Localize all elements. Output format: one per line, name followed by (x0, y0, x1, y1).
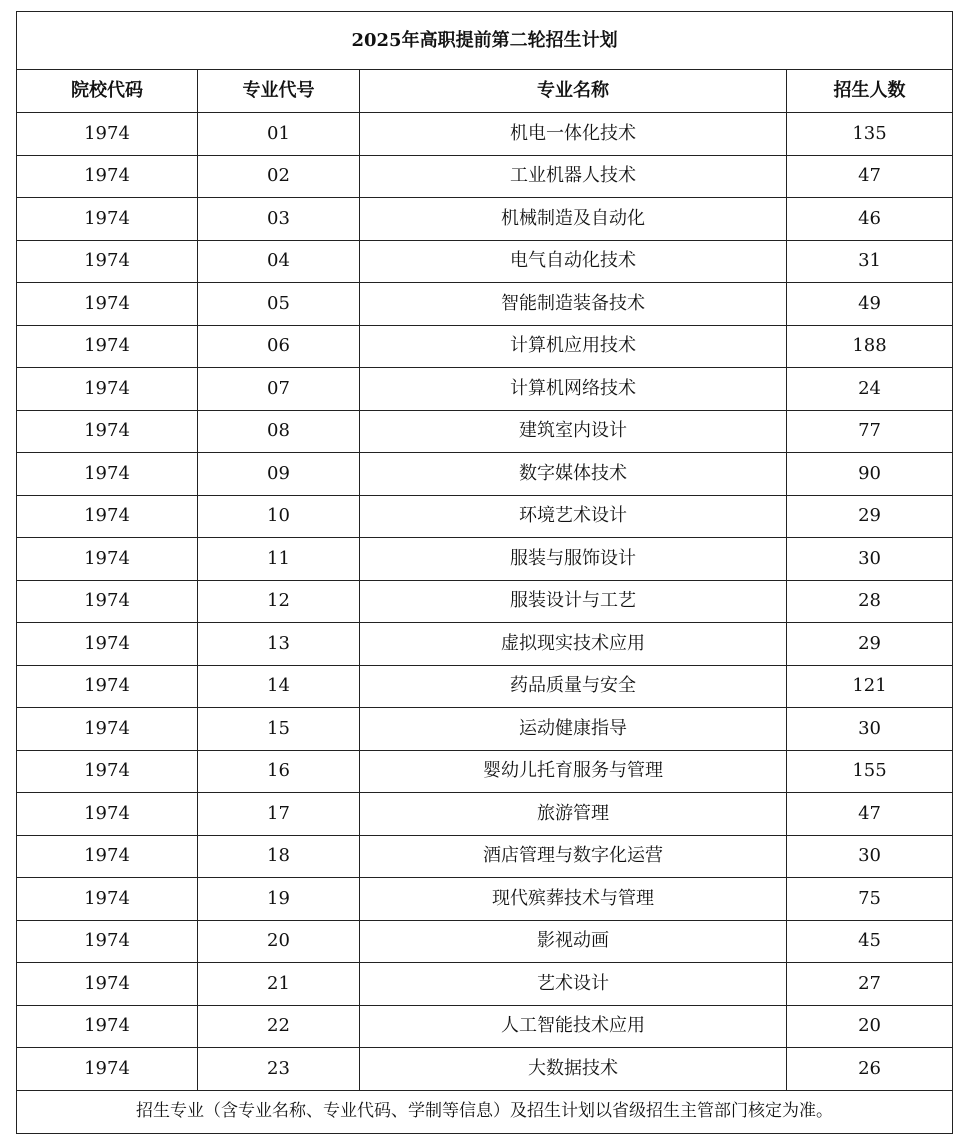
cell-major-name: 影视动画 (360, 920, 787, 963)
cell-enrollment-count: 90 (787, 453, 953, 496)
cell-major-name: 计算机网络技术 (360, 368, 787, 411)
cell-major-name: 服装与服饰设计 (360, 538, 787, 581)
cell-school-code: 1974 (17, 750, 198, 793)
cell-major-code: 08 (198, 410, 360, 453)
cell-school-code: 1974 (17, 113, 198, 156)
cell-major-name: 环境艺术设计 (360, 495, 787, 538)
cell-major-name: 运动健康指导 (360, 708, 787, 751)
table-row (17, 495, 953, 538)
header-row (17, 70, 953, 113)
cell-school-code: 1974 (17, 538, 198, 581)
cell-enrollment-count: 20 (787, 1005, 953, 1048)
cell-major-code: 13 (198, 623, 360, 666)
cell-school-code: 1974 (17, 1048, 198, 1091)
cell-school-code: 1974 (17, 155, 198, 198)
cell-major-name: 药品质量与安全 (360, 665, 787, 708)
cell-enrollment-count: 24 (787, 368, 953, 411)
cell-enrollment-count: 31 (787, 240, 953, 283)
cell-major-code: 05 (198, 283, 360, 326)
cell-major-name: 机电一体化技术 (360, 113, 787, 156)
cell-major-name: 大数据技术 (360, 1048, 787, 1091)
table-row (17, 750, 953, 793)
cell-school-code: 1974 (17, 623, 198, 666)
table-row (17, 325, 953, 368)
table-row (17, 835, 953, 878)
cell-major-code: 07 (198, 368, 360, 411)
cell-school-code: 1974 (17, 963, 198, 1006)
cell-major-code: 21 (198, 963, 360, 1006)
cell-enrollment-count: 29 (787, 495, 953, 538)
cell-major-code: 16 (198, 750, 360, 793)
cell-major-code: 01 (198, 113, 360, 156)
column-header-school-code: 院校代码 (17, 70, 198, 113)
cell-major-name: 婴幼儿托育服务与管理 (360, 750, 787, 793)
table-row (17, 1048, 953, 1091)
cell-major-code: 18 (198, 835, 360, 878)
table-row (17, 1005, 953, 1048)
table-row (17, 665, 953, 708)
cell-major-code: 03 (198, 198, 360, 241)
table-row (17, 283, 953, 326)
enrollment-plan-table (16, 11, 953, 1134)
cell-enrollment-count: 26 (787, 1048, 953, 1091)
cell-enrollment-count: 77 (787, 410, 953, 453)
table-row (17, 963, 953, 1006)
cell-major-name: 人工智能技术应用 (360, 1005, 787, 1048)
cell-school-code: 1974 (17, 1005, 198, 1048)
table-row (17, 580, 953, 623)
table-row (17, 113, 953, 156)
column-header-enrollment-count: 招生人数 (787, 70, 953, 113)
cell-major-code: 02 (198, 155, 360, 198)
cell-school-code: 1974 (17, 368, 198, 411)
cell-enrollment-count: 188 (787, 325, 953, 368)
cell-enrollment-count: 29 (787, 623, 953, 666)
cell-major-name: 电气自动化技术 (360, 240, 787, 283)
cell-major-code: 17 (198, 793, 360, 836)
cell-major-code: 15 (198, 708, 360, 751)
cell-school-code: 1974 (17, 453, 198, 496)
table-row (17, 453, 953, 496)
column-header-major-code: 专业代号 (198, 70, 360, 113)
cell-school-code: 1974 (17, 708, 198, 751)
cell-enrollment-count: 30 (787, 538, 953, 581)
cell-school-code: 1974 (17, 495, 198, 538)
cell-enrollment-count: 155 (787, 750, 953, 793)
cell-enrollment-count: 28 (787, 580, 953, 623)
table-note: 招生专业（含专业名称、专业代码、学制等信息）及招生计划以省级招生主管部门核定为准。 (17, 1090, 953, 1133)
cell-enrollment-count: 30 (787, 708, 953, 751)
cell-major-name: 服装设计与工艺 (360, 580, 787, 623)
cell-major-name: 工业机器人技术 (360, 155, 787, 198)
table-row (17, 920, 953, 963)
cell-major-name: 虚拟现实技术应用 (360, 623, 787, 666)
cell-major-name: 酒店管理与数字化运营 (360, 835, 787, 878)
table-row (17, 538, 953, 581)
cell-school-code: 1974 (17, 793, 198, 836)
cell-major-name: 智能制造装备技术 (360, 283, 787, 326)
table-row (17, 198, 953, 241)
table-row (17, 368, 953, 411)
cell-major-code: 04 (198, 240, 360, 283)
cell-enrollment-count: 27 (787, 963, 953, 1006)
table-row (17, 878, 953, 921)
cell-major-name: 建筑室内设计 (360, 410, 787, 453)
table-row (17, 155, 953, 198)
cell-school-code: 1974 (17, 325, 198, 368)
column-header-major-name: 专业名称 (360, 70, 787, 113)
cell-enrollment-count: 46 (787, 198, 953, 241)
cell-major-name: 现代殡葬技术与管理 (360, 878, 787, 921)
cell-major-code: 09 (198, 453, 360, 496)
enrollment-plan-sheet (16, 11, 952, 1134)
cell-major-code: 06 (198, 325, 360, 368)
cell-school-code: 1974 (17, 580, 198, 623)
cell-school-code: 1974 (17, 920, 198, 963)
cell-enrollment-count: 75 (787, 878, 953, 921)
cell-enrollment-count: 47 (787, 155, 953, 198)
cell-major-name: 计算机应用技术 (360, 325, 787, 368)
cell-major-code: 23 (198, 1048, 360, 1091)
cell-major-code: 11 (198, 538, 360, 581)
cell-enrollment-count: 30 (787, 835, 953, 878)
cell-major-name: 艺术设计 (360, 963, 787, 1006)
cell-major-code: 19 (198, 878, 360, 921)
cell-major-code: 20 (198, 920, 360, 963)
cell-enrollment-count: 45 (787, 920, 953, 963)
cell-school-code: 1974 (17, 410, 198, 453)
cell-major-code: 14 (198, 665, 360, 708)
cell-major-name: 机械制造及自动化 (360, 198, 787, 241)
cell-major-code: 22 (198, 1005, 360, 1048)
table-body (17, 113, 953, 1091)
cell-school-code: 1974 (17, 665, 198, 708)
cell-enrollment-count: 121 (787, 665, 953, 708)
table-row (17, 623, 953, 666)
cell-enrollment-count: 47 (787, 793, 953, 836)
table-row (17, 410, 953, 453)
table-row (17, 240, 953, 283)
cell-major-code: 12 (198, 580, 360, 623)
cell-major-name: 旅游管理 (360, 793, 787, 836)
cell-school-code: 1974 (17, 835, 198, 878)
table-title: 2025年高职提前第二轮招生计划 (17, 12, 953, 70)
cell-enrollment-count: 135 (787, 113, 953, 156)
table-row (17, 708, 953, 751)
cell-school-code: 1974 (17, 198, 198, 241)
cell-school-code: 1974 (17, 878, 198, 921)
cell-school-code: 1974 (17, 240, 198, 283)
cell-major-name: 数字媒体技术 (360, 453, 787, 496)
cell-major-code: 10 (198, 495, 360, 538)
cell-enrollment-count: 49 (787, 283, 953, 326)
cell-school-code: 1974 (17, 283, 198, 326)
table-row (17, 793, 953, 836)
